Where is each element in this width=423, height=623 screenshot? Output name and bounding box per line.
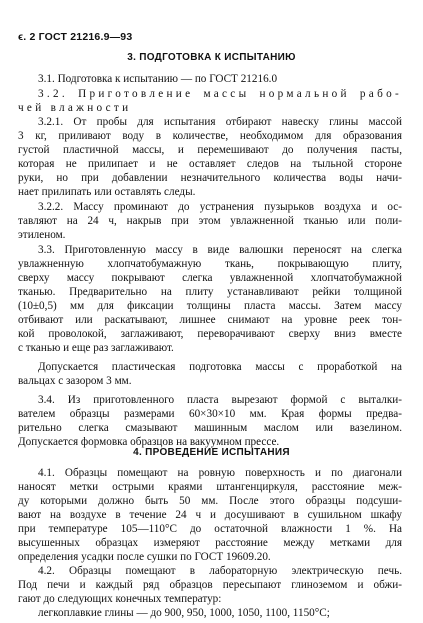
text-line: этиленом. [18,229,66,241]
section-3-title: 3. ПОДГОТОВКА К ИСПЫТАНИЮ [127,52,296,63]
text-line: при температуре 105—110°С до остаточной влажности 1 %. На [18,523,402,535]
section-4-title: 4. ПРОВЕДЕНИЕ ИСПЫТАНИЯ [133,447,290,458]
text-line: 3.1. Подготовка к испытанию — по ГОСТ 21216.0 [38,73,278,85]
text-line: 3.3. Приготовленную массу в виде валюшки переносят на слегка [38,244,402,256]
text-line: Под печи и каждый ряд образцов пересыпают глиноземом и обжи- [18,579,402,591]
text-line: 3.2. Приготовление массы нормальной рабо- [38,88,402,100]
page-header: ϵ. 2 ГОСТ 21216.9—93 [18,31,133,43]
text-line: которая не прилипает и не оставляет следов на тыльной стороне [18,158,402,170]
text-line: 4.1. Образцы помещают на ровную поверхность и по диагонали [38,467,402,479]
text-line: Допускается формовка образцов на вакуумном прессе. [18,436,280,448]
text-line: вателем образцы размерами 60×30×10 мм. Края формы предва- [18,408,402,420]
text-line: определения усадки после сушки по ГОСТ 19609.20. [18,551,271,563]
text-line: отбивают или раскатывают, лишнее снимают на уровне реек тон- [18,314,402,326]
text-line: увлажненную хлопчатобумажную ткань, покрывающую плиту, [18,258,402,270]
text-line: с тканью и еще раз заглаживают. [18,342,174,354]
text-line: тканью. Предварительно на плиту устанавливают рейки толщиной [18,286,402,298]
text-line: Допускается пластическая подготовка массы с проработкой на [38,361,402,373]
text-line: чей влажности [18,102,132,114]
text-line: 3 кг, приливают воду в количестве, необходимом для образования [18,130,402,142]
text-line: нает прилипать или оставлять следы. [18,186,196,198]
text-line: 3.2.1. От пробы для испытания отбирают навеску глины массой [38,116,402,128]
text-line: густой пластичной массы, и перемешивают до получения пасты, [18,144,402,156]
text-line: (10±0,5) мм для фиксации толщины пласта массы. Затем массу [18,300,402,312]
text-line: высушенных образцах измеряют расстояние между метками для [18,537,402,549]
text-line: легкоплавкие глины — до 900, 950, 1000, 1050, 1100, 1150°С; [38,607,330,619]
text-line: 4.2. Образцы помещают в лабораторную электрическую печь. [38,565,402,577]
text-line: 3.2.2. Массу проминают до устранения пузырьков воздуха и ос- [38,201,402,213]
text-line: вают на воздухе в течение 24 ч и досушивают в сушильном шкафу [18,509,402,521]
text-line: рительно слегка смазывают машинным маслом или вазелином. [18,422,402,434]
text-line: вальцах с зазором 3 мм. [18,375,132,387]
text-line: наносят метки острыми краями штангенциркуля, расстояние меж- [18,481,402,493]
text-line: тавляют на 24 ч, накрыв при этом увлажненной тканью или поли- [18,215,402,227]
text-line: кой проволокой, заглаживают, переворачивают сверху вниз вместе [18,328,402,340]
text-line: сверху массу покрывают слегка увлажненной хлопчатобумажной [18,272,402,284]
text-line: ду которыми должно быть 50 мм. После этого образцы подсуши- [18,495,402,507]
text-line: гают до следующих конечных температур: [18,593,222,605]
text-line: 3.4. Из приготовленного пласта вырезают формой с выталки- [38,394,402,406]
text-line: руки, но при добавлении незначительного количества воды начи- [18,172,402,184]
